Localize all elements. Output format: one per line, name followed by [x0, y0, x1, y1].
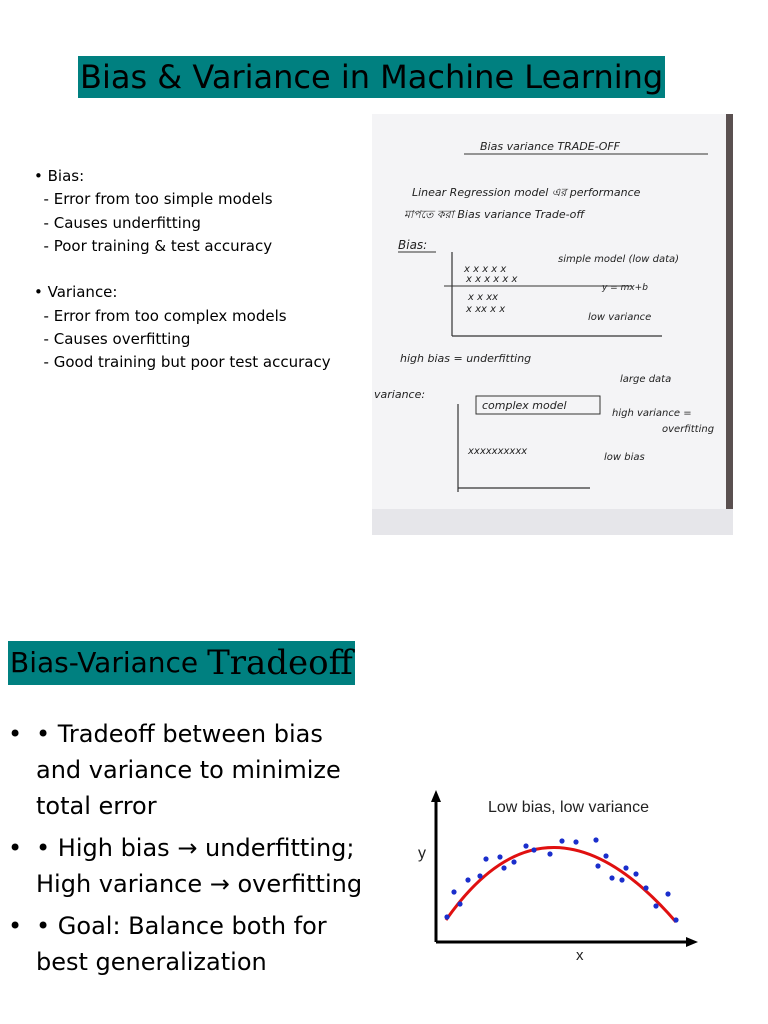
chart-point: [633, 871, 638, 876]
bullet-text: • Tradeoff between bias and variance to minimize total error: [36, 720, 341, 820]
chart-point: [531, 847, 536, 852]
notes-large-data: large data: [620, 374, 672, 385]
notes-line-2: মাপতে করা Bias variance Trade-off: [404, 208, 585, 221]
notes-low-variance: low variance: [588, 312, 652, 323]
chart-point: [547, 851, 552, 856]
chart-point: [619, 877, 624, 882]
tradeoff-bullet-list: [8, 716, 368, 986]
chart-y-axis-arrow: [431, 790, 441, 802]
chart-point: [665, 891, 670, 896]
chart-point: [451, 889, 456, 894]
notes-line-1: Linear Regression model এর performance: [412, 186, 641, 199]
chart-point: [603, 853, 608, 858]
chart-point: [457, 901, 462, 906]
notes-high-variance-2: overfitting: [662, 424, 715, 435]
list-item: [8, 908, 368, 980]
chart-point: [523, 843, 528, 848]
list-item: [8, 830, 368, 902]
notes-bias-label: Bias:: [398, 238, 428, 252]
section-title-tradeoff: [8, 641, 355, 685]
chart-point: [444, 914, 449, 919]
svg-text:xxxxxxxxxx: xxxxxxxxxx: [468, 446, 528, 457]
bullet-marker: •: [8, 720, 23, 748]
bias-variance-notes: • Bias: - Error from too simple models - Causes underfitting - Poor training & test accuracy • Variance: - Error from too complex models - Causes overfitting - Good training but poor test accuracy: [34, 167, 331, 372]
bullet-text: • Goal: Balance both for best generalization: [36, 912, 327, 976]
notes-high-bias: high bias = underfitting: [400, 352, 532, 365]
list-item: [8, 716, 368, 824]
chart-point: [653, 903, 658, 908]
chart-y-label: y: [418, 845, 426, 862]
chart-fit-curve: [446, 847, 676, 922]
chart-title: Low bias, low variance: [488, 799, 649, 816]
notes-simple-model: simple model (low data): [558, 254, 680, 265]
section-title-part2: Tradeoff: [207, 643, 353, 683]
bullet-marker: •: [8, 834, 23, 862]
bullet-text: • High bias → underfitting; High variance → overfitting: [36, 834, 363, 898]
chart-point: [573, 839, 578, 844]
handwritten-notes-image: [372, 114, 733, 535]
notes-high-variance-1: high variance =: [612, 408, 692, 419]
notes-complex-model: complex model: [482, 399, 567, 412]
notes-low-bias: low bias: [604, 452, 645, 463]
svg-text:x x x x x: x x x x x: [464, 264, 507, 275]
chart-point: [511, 859, 516, 864]
chart-x-label: x: [576, 947, 584, 964]
notes-equation: y = mx+b: [602, 283, 648, 293]
chart-point: [477, 873, 482, 878]
page-title: Bias & Variance in Machine Learning: [80, 58, 664, 96]
chart-point: [595, 863, 600, 868]
bullet-marker: •: [8, 912, 23, 940]
section-title-part1: Bias-Variance: [10, 646, 208, 679]
chart-point: [609, 875, 614, 880]
chart-point: [559, 838, 564, 843]
chart-point: [673, 917, 678, 922]
notes-heading: Bias variance TRADE-OFF: [480, 140, 621, 153]
chart-point: [465, 877, 470, 882]
chart-point: [497, 854, 502, 859]
chart-point: [593, 837, 598, 842]
low-bias-low-variance-chart: [400, 780, 710, 970]
chart-point: [483, 856, 488, 861]
chart-point: [623, 865, 628, 870]
notes-variance-label: variance:: [374, 388, 426, 401]
svg-text:x xx x x: x xx x x: [466, 304, 506, 315]
chart-point: [643, 885, 648, 890]
svg-text:x x xx: x x xx: [468, 292, 499, 303]
chart-x-axis-arrow: [686, 937, 698, 947]
svg-text:x x x x x x: x x x x x x: [466, 274, 518, 285]
chart-point: [501, 865, 506, 870]
